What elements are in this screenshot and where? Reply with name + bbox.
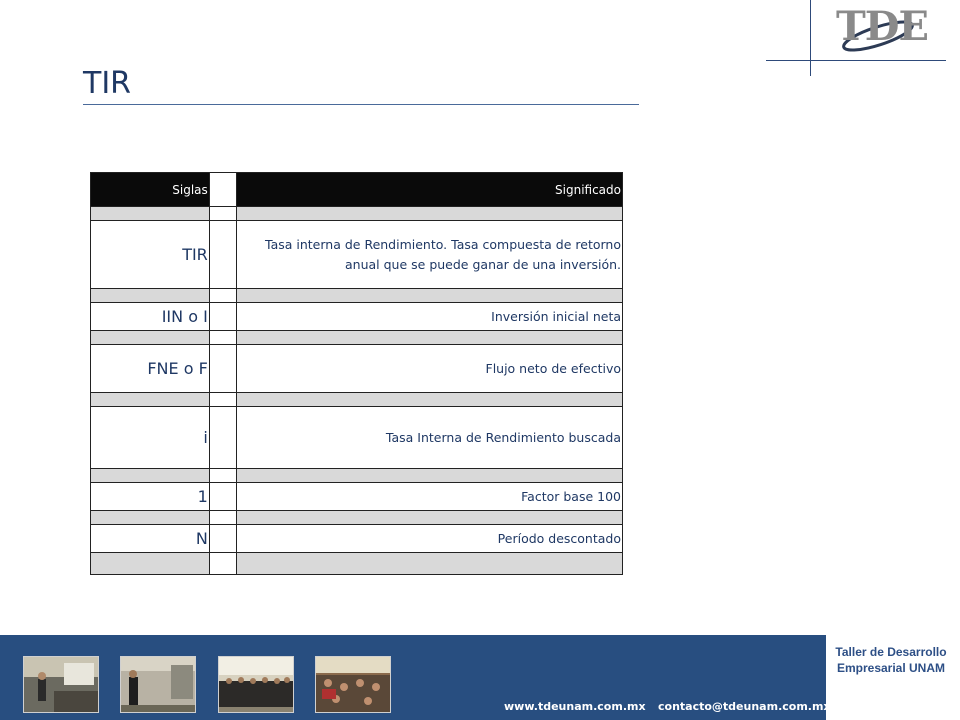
separator-row	[91, 511, 623, 525]
footer-website-link[interactable]: www.tdeunam.com.mx	[504, 700, 646, 713]
significado-cell: Inversión inicial neta	[236, 303, 622, 331]
brand-line-2: Empresarial UNAM	[836, 661, 946, 675]
footer-brand	[826, 644, 956, 676]
sigla-cell: FNE o F	[91, 345, 210, 393]
separator-row	[91, 393, 623, 407]
significado-cell: Factor base 100	[236, 483, 622, 511]
table-row	[91, 407, 623, 469]
photo-speaker-icon	[120, 656, 196, 713]
tde-logo-icon	[832, 2, 950, 56]
photo-classroom-icon	[315, 656, 391, 713]
brand-line-1: Taller de Desarrollo	[835, 645, 947, 659]
sigla-cell: i	[91, 407, 210, 469]
footer-top-border	[0, 632, 826, 635]
separator-row	[91, 331, 623, 345]
table-row	[91, 345, 623, 393]
table-row	[91, 303, 623, 331]
header-siglas: Siglas	[91, 173, 210, 207]
logo-divider-horizontal	[766, 60, 946, 61]
header-spacer	[209, 173, 236, 207]
significado-cell: Tasa interna de Rendimiento. Tasa compuesta de retorno anual que se puede ganar de una inversión.	[236, 221, 622, 289]
table-header-row	[91, 173, 623, 207]
significado-cell: Tasa Interna de Rendimiento buscada	[236, 407, 622, 469]
table-row	[91, 483, 623, 511]
footer-email-link[interactable]: contacto@tdeunam.com.mx	[658, 700, 831, 713]
title-underline	[83, 104, 639, 105]
sigla-cell: 1	[91, 483, 210, 511]
separator-row	[91, 207, 623, 221]
logo-divider-vertical	[810, 0, 811, 76]
separator-row	[91, 553, 623, 575]
table-row	[91, 221, 623, 289]
separator-row	[91, 289, 623, 303]
sigla-cell: IIN o I	[91, 303, 210, 331]
significado-cell: Período descontado	[236, 525, 622, 553]
photo-group-icon	[218, 656, 294, 713]
photo-presentation-icon	[23, 656, 99, 713]
header-significado: Significado	[236, 173, 622, 207]
sigla-cell: N	[91, 525, 210, 553]
siglas-table	[90, 172, 623, 575]
separator-row	[91, 469, 623, 483]
table-row	[91, 525, 623, 553]
sigla-cell: TIR	[91, 221, 210, 289]
svg-text:TDE: TDE	[836, 3, 928, 50]
page-title: TIR	[83, 66, 132, 101]
significado-cell: Flujo neto de efectivo	[236, 345, 622, 393]
